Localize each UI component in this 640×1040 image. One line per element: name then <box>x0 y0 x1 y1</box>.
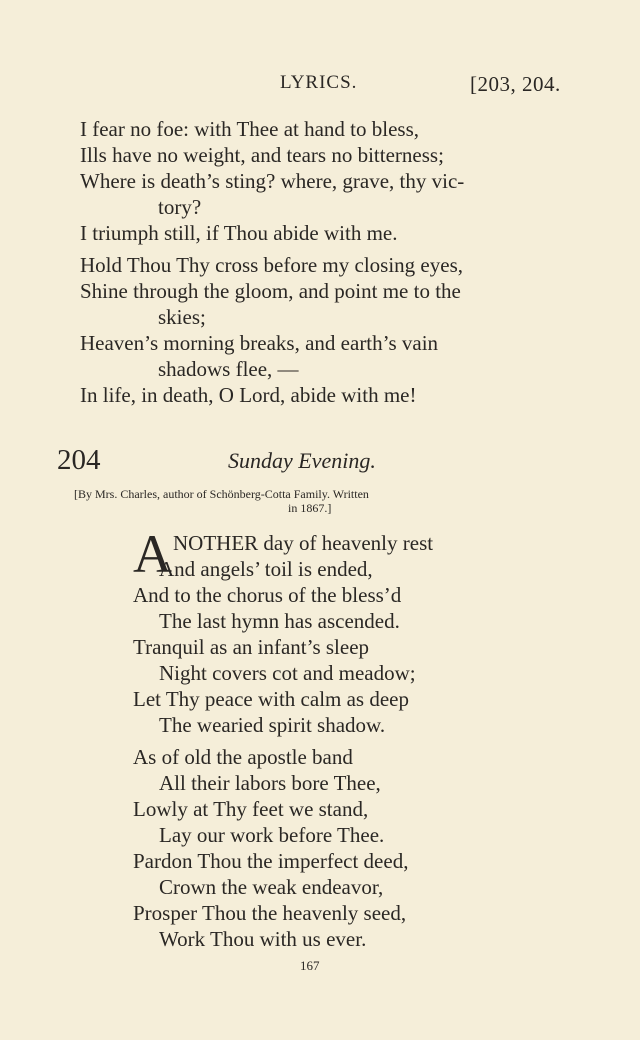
first-line-rest: NOTHER day of heavenly rest <box>173 531 434 555</box>
verse-line: Crown the weak endeavor, <box>159 875 384 899</box>
verse-line: I triumph still, if Thou abide with me. <box>80 221 398 245</box>
stanza-1 <box>133 556 603 738</box>
attribution-line-1: [By Mrs. Charles, author of Schönberg-Cotta Family. Written <box>74 487 369 501</box>
verse-line: And angels’ toil is ended, <box>159 557 373 581</box>
verse-line: The last hymn has ascended. <box>159 609 400 633</box>
verse-line: Work Thou with us ever. <box>159 927 367 951</box>
hymn-204-verses <box>133 524 603 952</box>
verse-line: All their labors bore Thee, <box>159 771 381 795</box>
hymn-203-verses <box>80 116 600 408</box>
verse-line: Let Thy peace with calm as deep <box>133 687 409 711</box>
verse-line: shadows flee, — <box>158 357 299 381</box>
verse-line: I fear no foe: with Thee at hand to bless, <box>80 117 420 141</box>
hymn-number: 204 <box>57 444 101 476</box>
running-title: LYRICS. <box>280 72 358 93</box>
verse-line: Night covers cot and meadow; <box>159 661 416 685</box>
verse-line: Pardon Thou the imperfect deed, <box>133 849 409 873</box>
stanza-2 <box>133 744 603 952</box>
drop-cap: A <box>133 524 172 584</box>
verse-line: And to the chorus of the bless’d <box>133 583 402 607</box>
verse-line: Hold Thou Thy cross before my closing eyes, <box>80 253 463 277</box>
verse-line: tory? <box>158 195 202 219</box>
page-header <box>0 72 640 96</box>
hymn-range: [203, 204. <box>470 72 561 96</box>
hymn-attribution <box>74 487 574 515</box>
hymn-title: Sunday Evening. <box>228 448 376 473</box>
verse-line: The wearied spirit shadow. <box>159 713 386 737</box>
verse-line: In life, in death, O Lord, abide with me! <box>80 383 417 407</box>
verse-line: skies; <box>158 305 206 329</box>
page-number: 167 <box>300 958 320 973</box>
verse-line: Tranquil as an infant’s sleep <box>133 635 370 659</box>
verse-line: Prosper Thou the heavenly seed, <box>133 901 407 925</box>
verse-line: Ills have no weight, and tears no bitterness; <box>80 143 444 167</box>
verse-line: Lay our work before Thee. <box>159 823 385 847</box>
verse-line: Where is death’s sting? where, grave, thy vic- <box>80 169 465 193</box>
verse-line: Shine through the gloom, and point me to the <box>80 279 461 303</box>
verse-line: Heaven’s morning breaks, and earth’s vain <box>80 331 439 355</box>
attribution-line-2: in 1867.] <box>288 501 332 515</box>
verse-line: Lowly at Thy feet we stand, <box>133 797 369 821</box>
verse-line: As of old the apostle band <box>133 745 353 769</box>
